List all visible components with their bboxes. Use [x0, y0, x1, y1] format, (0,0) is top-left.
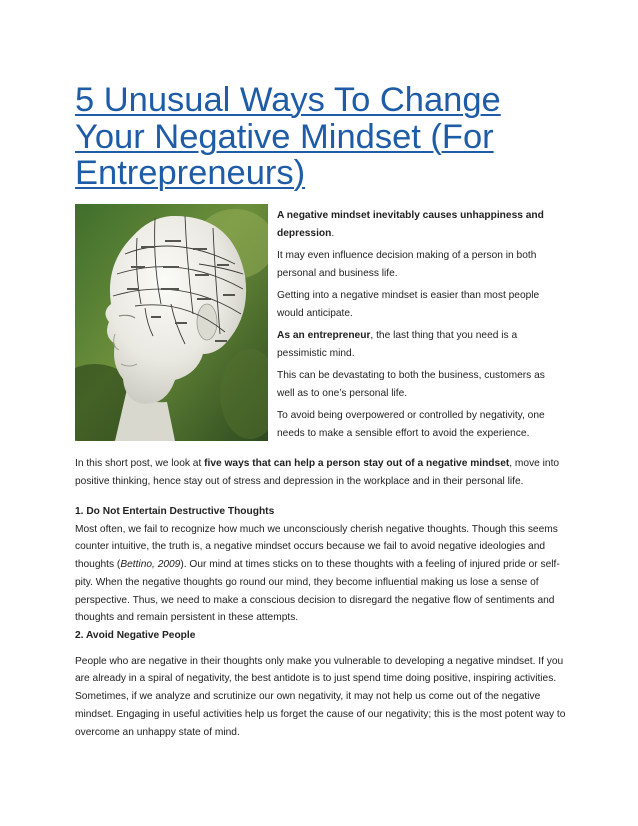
phrenology-head-icon	[75, 204, 268, 441]
sidebar-paragraph-4	[277, 327, 562, 362]
phrenology-head-image	[75, 204, 268, 441]
section-1-heading: 1. Do Not Entertain Destructive Thoughts	[75, 506, 275, 517]
intro-pre: In this short post, we look at	[75, 458, 205, 469]
section-1-citation: Bettino, 2009	[120, 559, 181, 571]
sidebar-p1-end: .	[331, 227, 335, 239]
title-text: 5 Unusual Ways To Change Your Negative Mindset (For Entrepreneurs)	[75, 81, 501, 192]
intro-post: , move into positive thinking, hence stay out of stress and depression in the workplace and in their personal life.	[75, 458, 560, 487]
page-title	[75, 82, 575, 192]
intro-bold: five ways that can help a person stay out of a negative mindset	[204, 458, 510, 469]
sidebar-paragraph-1	[277, 207, 562, 242]
sidebar-p4-rest: , the last thing that you need is a pessimistic mind.	[277, 330, 518, 359]
sidebar-paragraph-2: It may even influence decision making of a person in both personal and business life.	[277, 250, 537, 279]
section-2	[75, 627, 573, 741]
sidebar-paragraph-5: This can be devastating to both the business, customers as well as to one’s personal life.	[277, 370, 545, 399]
section-2-text: People who are negative in their thoughts only make you vulnerable to developing a negative mindset. If you are already in a spiral of negativity, the best antidote is to just spend time doing positive, inspiring activities. Sometimes, if we analyze and scrutinize our own negativity, it may not help us come out of the negative mindset. Engaging in useful activities help us forget the cause of our negativity; this is the most potent way to overcome an unhappy state of mind.	[75, 655, 566, 738]
sidebar-p1-bold: A negative mindset inevitably causes unhappiness and depression	[277, 210, 544, 239]
sidebar-text	[277, 207, 562, 447]
section-2-heading: 2. Avoid Negative People	[75, 630, 196, 641]
section-1-text-a: Most often, we fail to recognize how much we unconsciously cherish negative thoughts. Though this seems counter intuitive, the truth is, a negative mindset occurs because we fail to avoid negative ideologies and thoughts (	[75, 523, 558, 571]
sidebar-paragraph-3: Getting into a negative mindset is easier than most people would anticipate.	[277, 290, 540, 319]
section-1	[75, 503, 573, 627]
section-1-text	[75, 521, 573, 627]
intro-paragraph	[75, 455, 573, 490]
section-1-text-b: ). Our mind at times sticks on to these thoughts with a feeling of injured pride or self-pity. When the negative thoughts go round our mind, they become influential making us lose a sense of perspective. Thus, we need to make a conscious decision to disregard the negative flow of sentiments and thoughts and remain persistent in these attempts.	[75, 559, 560, 624]
sidebar-paragraph-6: To avoid being overpowered or controlled by negativity, one needs to make a sensible effort to avoid the experience.	[277, 410, 545, 439]
sidebar-p4-bold: As an entrepreneur	[277, 330, 371, 341]
